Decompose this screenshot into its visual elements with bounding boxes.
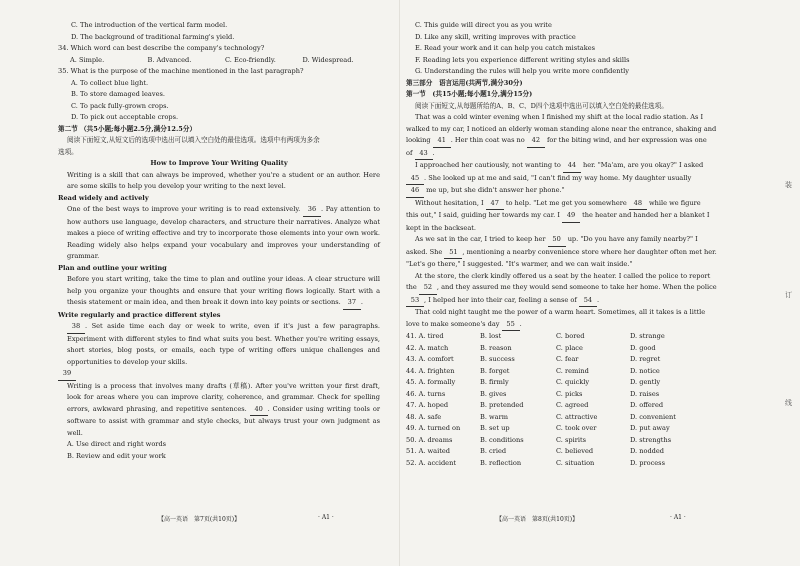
answer-option: C. believed bbox=[556, 447, 594, 455]
q34-option: C. Eco-friendly. bbox=[225, 55, 276, 64]
cloze-text: this out," I said, guiding her towards my car. I bbox=[406, 211, 563, 219]
answer-option: 51. A. waited bbox=[406, 447, 450, 455]
cloze-text: That was a cold winter evening when I finished my shift at the local radio station. As I bbox=[415, 113, 704, 121]
answer-option: 41. A. tired bbox=[406, 332, 444, 340]
q33-option-d: D. The background of traditional farming's yield. bbox=[71, 32, 235, 41]
q34-option: B. Advanced. bbox=[147, 55, 192, 64]
cloze-blank: 45 bbox=[406, 173, 424, 186]
cloze-line bbox=[406, 210, 742, 223]
cloze-text: , and they assured me they would send someone to take her home. When the police bbox=[436, 283, 717, 291]
answer-option: D. put away bbox=[630, 424, 670, 432]
cloze-options bbox=[406, 331, 742, 469]
option-b: B. Review and edit your work bbox=[67, 451, 166, 460]
paragraph-practice: 38 . Set aside time each day or week to write, even if it's just a few paragraphs. Experiment with different styles to find what suits you best. Whether you're writing essays, short stories, blog posts, or emails, each type of writing offers unique challenges and opportunities to develop your skills. bbox=[67, 322, 380, 366]
cloze-text: up. "Do you have any family nearby?" I bbox=[565, 235, 698, 243]
answer-option: B. success bbox=[480, 355, 515, 363]
footer-page-number: 【高一英语 第7页(共10页)】 bbox=[158, 516, 241, 523]
cloze-line bbox=[406, 282, 742, 295]
option-d: D. Like any skill, writing improves with practice bbox=[415, 32, 576, 41]
answer-option: C. took over bbox=[556, 424, 597, 432]
blank-37: 37 bbox=[343, 297, 361, 310]
answer-option: B. lost bbox=[480, 332, 502, 340]
answer-option: 47. A. hoped bbox=[406, 401, 449, 409]
answer-option: C. quickly bbox=[556, 378, 590, 386]
right-column bbox=[406, 20, 742, 469]
cloze-text: At the store, the clerk kindly offered us a seat by the heater. I called the police to report bbox=[415, 271, 711, 280]
section2-heading: 第二节 （共5小题;每小题2.5分,满分12.5分） bbox=[58, 124, 197, 133]
cloze-text: asked. She bbox=[406, 247, 445, 256]
cloze-line bbox=[406, 112, 742, 124]
answer-option: D. strengths bbox=[630, 435, 672, 444]
paragraph-plan: Before you start writing, take the time to plan and outline your ideas. A clear structure will help you organize your thoughts and ensure that your writing flows logically. Start with a thesis statement or main idea, and then break it down into key points or sections. 37 . bbox=[58, 274, 380, 310]
answer-option: 46. A. turns bbox=[406, 389, 446, 398]
blank-36: 36 bbox=[303, 204, 321, 217]
q35-option: C. To pack fully-grown crops. bbox=[71, 101, 169, 110]
cloze-line bbox=[406, 148, 742, 161]
answer-option: B. reason bbox=[480, 343, 512, 352]
left-column bbox=[58, 20, 380, 462]
answer-option: 43. A. comfort bbox=[406, 355, 454, 363]
answer-option: B. forget bbox=[480, 366, 510, 375]
answer-option: 49. A. turned on bbox=[406, 424, 461, 432]
answer-option: C. remind bbox=[556, 366, 589, 375]
option-c: C. This guide will direct you as you write bbox=[415, 21, 552, 29]
answer-option: B. conditions bbox=[480, 435, 524, 444]
answer-option: D. nodded bbox=[630, 447, 665, 455]
passage-intro: Writing is a skill that can always be improved, whether you're a student or an author. Here are some skills to help you develop your writing to the next level. bbox=[67, 170, 380, 190]
paragraph-review: Writing is a process that involves many drafts (草稿). After you've written your first draft, look for areas where you can improve clarity, coherence, and grammar. Check for spelling errors, awkward phrasing, and repetitive sentences. 40 . Consider using writing tools or software to assist with grammar and style checks, but always trust your own judgment as well. bbox=[67, 381, 380, 437]
section2-instruction: 阅读下面短文,从短文后的选项中选出可以填入空白处的最佳选项。选项中有两项为多余 bbox=[67, 136, 320, 144]
cloze-text: while we figure bbox=[646, 198, 701, 207]
answer-option: D. notice bbox=[630, 366, 660, 375]
answer-option: D. convenient bbox=[630, 412, 676, 421]
q34-option: D. Widespread. bbox=[302, 55, 354, 64]
answer-option: D. regret bbox=[630, 355, 661, 363]
cloze-text: . She looked up at me and said, "I can't find my way home. My daughter usually bbox=[424, 173, 692, 182]
cloze-line bbox=[406, 234, 742, 247]
cloze-line bbox=[406, 160, 742, 173]
answer-option: 45. A. formally bbox=[406, 378, 456, 386]
passage-title: How to Improve Your Writing Quality bbox=[150, 159, 288, 167]
answer-option: C. spirits bbox=[556, 435, 587, 444]
cloze-line bbox=[406, 271, 742, 283]
binding-mark: 订 bbox=[785, 291, 792, 299]
cloze-blank: 53 bbox=[406, 295, 424, 308]
option-g: G. Understanding the rules will help you write more confidently bbox=[415, 67, 629, 75]
cloze-blank: 46 bbox=[406, 185, 424, 198]
cloze-blank: 55 bbox=[502, 319, 520, 332]
answer-option: C. situation bbox=[556, 458, 595, 467]
answer-option: C. picks bbox=[556, 389, 583, 398]
option-e: E. Read your work and it can help you catch mistakes bbox=[415, 44, 596, 52]
q35-option: D. To pick out acceptable crops. bbox=[71, 113, 179, 121]
cloze-blank: 50 bbox=[548, 234, 566, 247]
blank-40: 40 bbox=[250, 404, 268, 417]
q33-option-c: C. The introduction of the vertical farm model. bbox=[71, 21, 228, 29]
answer-option: C. fear bbox=[556, 355, 579, 363]
answer-option: 50. A. dreams bbox=[406, 435, 453, 444]
cloze-line bbox=[406, 185, 742, 198]
q34-option: A. Simple. bbox=[70, 55, 105, 64]
blank-38: 38 bbox=[67, 321, 85, 334]
answer-option: 42. A. match bbox=[406, 343, 449, 352]
answer-option: D. gently bbox=[630, 378, 661, 386]
cloze-text: "Let's go there," I suggested. "It's warmer, and we can wait inside." bbox=[406, 260, 633, 268]
answer-option: B. warm bbox=[480, 412, 509, 421]
cloze-blank: 47 bbox=[486, 198, 504, 211]
binding-mark: 线 bbox=[785, 399, 792, 407]
cloze-line bbox=[406, 295, 742, 308]
blank-39-line bbox=[58, 368, 380, 381]
section2-instruction-cont: 选项。 bbox=[58, 147, 78, 156]
cloze-text: love to make someone's day bbox=[406, 319, 502, 328]
cloze-line bbox=[406, 259, 742, 271]
cloze-blank: 41 bbox=[433, 135, 451, 148]
paragraph-read: One of the best ways to improve your writing is to read extensively. 36 . Pay attention to how authors use language, develop characters, and structure their narratives. Analyze what makes a piece of writing effective and try to incorporate those elements into your own work. Reading widely also helps expand your vocabulary and improves your understanding of grammar. bbox=[67, 205, 380, 260]
answer-option: C. place bbox=[556, 343, 583, 352]
cloze-passage bbox=[406, 112, 742, 331]
cloze-line bbox=[406, 135, 742, 148]
cloze-text: . Her thin coat was no bbox=[450, 136, 527, 144]
section1-instruction: 阅读下面短文,从每题所给的A、B、C、D四个选项中选出可以填入空白处的最佳选项。 bbox=[415, 101, 668, 110]
cloze-text: . bbox=[596, 295, 600, 304]
option-f: F. Reading lets you experience different writing styles and skills bbox=[415, 55, 630, 64]
cloze-line bbox=[406, 124, 742, 136]
answer-option: C. bored bbox=[556, 332, 585, 340]
subheading-plan: Plan and outline your writing bbox=[58, 263, 167, 272]
cloze-line bbox=[406, 198, 742, 211]
cloze-text: . bbox=[432, 148, 435, 157]
q35-stem: 35. What is the purpose of the machine mentioned in the last paragraph? bbox=[58, 67, 304, 75]
cloze-blank: 43 bbox=[415, 148, 433, 161]
cloze-blank: 49 bbox=[562, 210, 580, 223]
cloze-line bbox=[406, 247, 742, 260]
answer-option: D. good bbox=[630, 343, 656, 352]
q34-options bbox=[58, 55, 380, 67]
cloze-line bbox=[406, 307, 742, 319]
cloze-blank: 51 bbox=[444, 247, 462, 260]
cloze-text: of bbox=[406, 148, 415, 157]
blank-39: 39 bbox=[58, 368, 76, 381]
answer-option: B. firmly bbox=[480, 378, 509, 386]
answer-option: 48. A. safe bbox=[406, 412, 442, 421]
cloze-text: That cold night taught me the power of a warm heart. Sometimes, all it takes is a little bbox=[415, 308, 706, 316]
page-right bbox=[400, 0, 800, 566]
answer-option: B. set up bbox=[480, 424, 510, 432]
q35-option: B. To store damaged leaves. bbox=[71, 90, 165, 98]
answer-option: D. offered bbox=[630, 401, 664, 409]
cloze-blank: 42 bbox=[527, 135, 545, 148]
cloze-text: the bbox=[406, 283, 419, 291]
cloze-text: kept in the backseat. bbox=[406, 223, 477, 232]
answer-option: 44. A. frighten bbox=[406, 366, 455, 375]
subheading-practice: Write regularly and practice different styles bbox=[58, 310, 221, 319]
cloze-text: me up, but she didn't answer her phone." bbox=[424, 186, 565, 194]
cloze-blank: 54 bbox=[579, 295, 597, 308]
answer-option: 52. A. accident bbox=[406, 458, 456, 467]
answer-option: B. gives bbox=[480, 389, 507, 398]
cloze-text: . bbox=[519, 319, 522, 328]
cloze-text: to help. "Let me get you somewhere bbox=[503, 198, 629, 207]
answer-option: B. pretended bbox=[480, 401, 524, 409]
cloze-line bbox=[406, 223, 742, 235]
q34-stem: 34. Which word can best describe the company's technology? bbox=[58, 44, 265, 52]
answer-option: B. reflection bbox=[480, 458, 522, 467]
subheading-read: Read widely and actively bbox=[58, 193, 149, 202]
q35-option: A. To collect blue light. bbox=[71, 78, 149, 87]
section1-heading: 第一节 (共15小题;每小题1分,满分15分) bbox=[406, 90, 533, 98]
cloze-text: Without hesitation, I bbox=[415, 198, 486, 207]
cloze-blank: 48 bbox=[629, 198, 647, 211]
cloze-text: , I helped her into their car, feeling a sense of bbox=[424, 295, 579, 304]
cloze-text: looking bbox=[406, 136, 433, 144]
cloze-text: I approached her cautiously, not wanting to bbox=[415, 161, 563, 169]
cloze-text: for the biting wind, and her expression was one bbox=[544, 136, 707, 144]
answer-option: C. agreed bbox=[556, 401, 589, 409]
cloze-text: her. "Ma'am, are you okay?" I asked bbox=[580, 161, 704, 169]
answer-option: B. cried bbox=[480, 447, 507, 455]
footer-page-number: 【高一英语 第8页(共10页)】 bbox=[496, 516, 579, 523]
cloze-line bbox=[406, 319, 742, 332]
cloze-blank: 52 bbox=[419, 282, 437, 295]
cloze-text: walked to my car, I noticed an elderly woman standing alone near the entrance, shaking and bbox=[406, 124, 717, 133]
footer-code: · A1 · bbox=[318, 514, 334, 521]
cloze-blank: 44 bbox=[563, 160, 581, 173]
part3-heading: 第三部分 语言运用(共两节,满分30分) bbox=[406, 78, 523, 87]
cloze-text: , mentioning a nearby convenience store where her daughter often met her. bbox=[462, 247, 717, 256]
binding-mark: 装 bbox=[785, 181, 792, 189]
answer-option: D. process bbox=[630, 458, 665, 467]
answer-option: C. attractive bbox=[556, 412, 598, 421]
footer-code: · A1 · bbox=[670, 514, 686, 521]
cloze-line bbox=[406, 173, 742, 186]
answer-option: D. strange bbox=[630, 332, 665, 340]
cloze-text: As we sat in the car, I tried to keep her bbox=[415, 235, 548, 243]
option-a: A. Use direct and right words bbox=[67, 440, 167, 448]
answer-option: D. raises bbox=[630, 389, 660, 398]
cloze-text: the heater and handed her a blanket I bbox=[580, 211, 710, 219]
